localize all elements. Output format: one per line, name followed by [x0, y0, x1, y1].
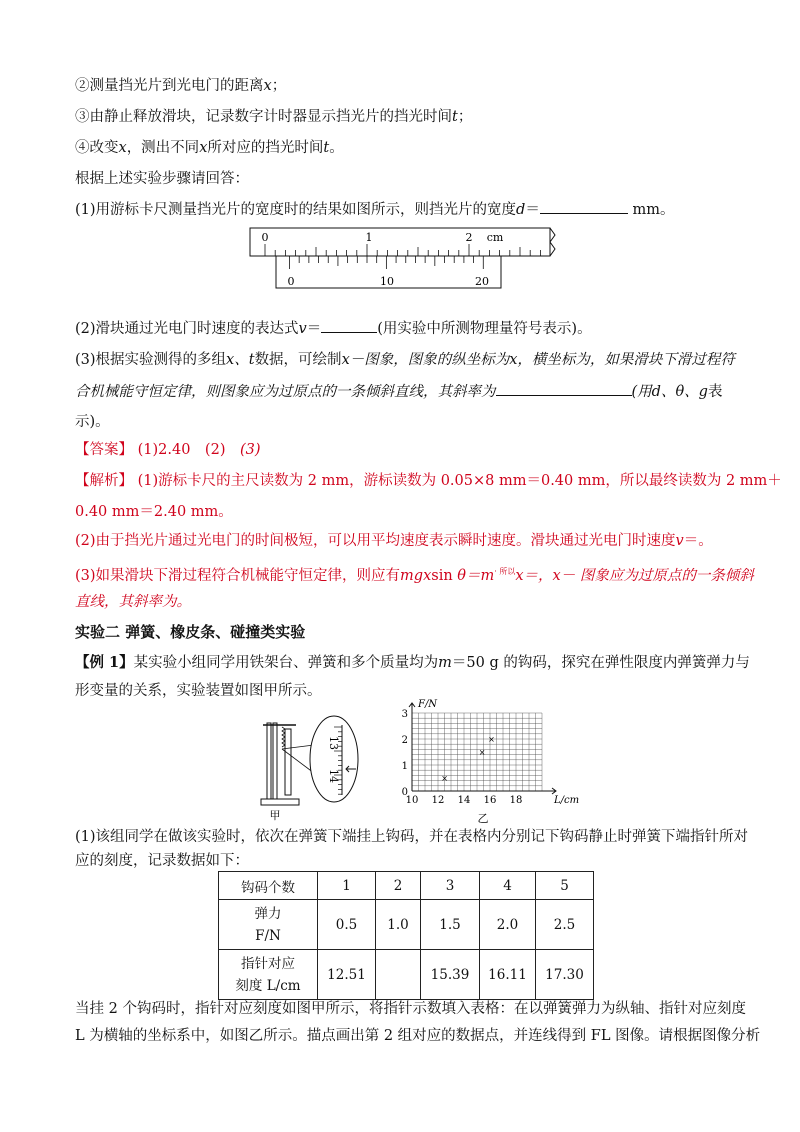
example-line-2: 形变量的关系，实验装置如图甲所示。	[75, 683, 322, 699]
analysis-line-5: 直线，其斜率为。	[75, 594, 191, 610]
table-cell: 5	[536, 872, 594, 900]
table-row	[219, 872, 594, 900]
question-3-line-2: 合机械能守恒定律，则图象应为过原点的一条倾斜直线，其斜率为 (用d、θ、g表	[75, 381, 722, 402]
y-tick-label: 0	[401, 787, 408, 798]
x-tick-label: 16	[483, 795, 497, 806]
table-cell: 1	[318, 872, 376, 900]
x-tick-label: 12	[431, 795, 445, 806]
figure-yi-chart	[392, 699, 580, 825]
figure-jia-label: 甲	[269, 809, 281, 822]
main-unit-label: cm	[486, 231, 504, 244]
table-cell: 4	[480, 872, 536, 900]
table-row	[219, 900, 594, 950]
y-tick-label: 3	[401, 709, 408, 720]
data-point: ×	[478, 748, 486, 757]
table-row	[219, 950, 594, 1000]
table-cell: 12.51	[318, 950, 376, 1000]
question-4-line-1: (1)该组同学在做该实验时，依次在弹簧下端挂上钩码，并在表格内分别记下钩码静止时弹簧下端指针所对	[75, 829, 749, 845]
x-tick-label: 18	[509, 795, 523, 806]
answer-blank-3	[496, 381, 632, 396]
table-cell-empty	[376, 950, 421, 1000]
intro-text: 根据上述实验步骤请回答：	[75, 171, 249, 187]
answer-blank-2	[321, 318, 377, 333]
main-label-2: 2	[465, 231, 473, 244]
analysis-line-3: (2)由于挡光片通过光电门的时间极短，可以用平均速度表示瞬时速度。滑块通过光电门时速度v＝。	[75, 533, 713, 549]
tail-line-1: 当挂 2 个钩码时，指针对应刻度如图甲所示，将指针示数填入表格：在以弹簧弹力为纵轴、指针对应刻度	[75, 1001, 746, 1017]
main-label-1: 1	[365, 231, 373, 244]
analysis-line-4: (3)如果滑块下滑过程符合机械能守恒定律，则应有mgxsin $\theta=m^{\cdot 所以}x=$，x－ 图象应为过原点的一条倾斜	[75, 567, 754, 584]
caliper-break-mark	[550, 228, 555, 256]
answer-label: 【答案】	[75, 442, 133, 458]
question-1: (1)用游标卡尺测量挡光片的宽度时的结果如图所示，则挡光片的宽度d＝ mm。	[75, 199, 674, 220]
table-cell: 1.5	[421, 900, 480, 950]
figure-yi-label: 乙	[477, 812, 489, 825]
scale-label-14: 14	[327, 769, 340, 783]
table-cell: 2	[376, 872, 421, 900]
tail-line-2: L 为横轴的坐标系中，如图乙所示。描点画出第 2 组对应的数据点，并连线得到 FL 图像。请根据图像分析	[75, 1028, 761, 1044]
table-cell: 2.5	[536, 900, 594, 950]
vernier-label-20: 20	[475, 275, 489, 288]
x-tick-label: 14	[457, 795, 471, 806]
table-cell: 弹力 F/N	[219, 900, 318, 950]
table-cell: 0.5	[318, 900, 376, 950]
data-point: ×	[441, 774, 448, 783]
step-3: ③由静止释放滑块，记录数字计时器显示挡光片的挡光时间t；	[75, 109, 473, 125]
main-label-0: 0	[261, 231, 269, 244]
question-3-line-1: (3)根据实验测得的多组x、t数据，可绘制x－图象，图象的纵坐标为x，横坐标为，如果滑块下滑过程符	[75, 352, 735, 368]
table-cell: 3	[421, 872, 480, 900]
stand-rod	[267, 723, 271, 799]
stand-base	[261, 799, 299, 805]
table-cell: 指针对应 刻度 L/cm	[219, 950, 318, 1000]
vernier-label-0: 0	[287, 275, 295, 288]
ruler	[285, 729, 291, 795]
x-axis-title: L/cm	[554, 795, 580, 806]
y-tick-label: 1	[401, 761, 408, 772]
magnifier-ellipse	[310, 716, 358, 802]
analysis-line-2: 0.40 mm＝2.40 mm。	[75, 504, 233, 520]
caliper-main-scale	[250, 228, 550, 256]
x-tick-label: 10	[405, 795, 419, 806]
table-cell: 1.0	[376, 900, 421, 950]
question-4-line-2: 应的刻度，记录数据如下：	[75, 853, 249, 869]
question-3-line-3: 示)。	[75, 414, 110, 430]
table-cell: 17.30	[536, 950, 594, 1000]
example-label: 【例 1】	[75, 654, 134, 671]
answer-blank-1	[540, 199, 628, 214]
section-title: 实验二 弹簧、橡皮条、碰撞类实验	[75, 623, 306, 641]
example-line-1: 【例 1】某实验小组同学用铁架台、弹簧和多个质量均为m＝50 g 的钩码，探究在弹性限度内弹簧弹力与	[75, 654, 750, 671]
step-2: ②测量挡光片到光电门的距离x；	[75, 78, 287, 94]
vernier-caliper-figure	[248, 226, 558, 290]
answer-line: 【答案】 (1)2.40 (2) (3)	[75, 442, 261, 458]
stand-rod-2	[273, 723, 277, 799]
question-2: (2)滑块通过光电门时速度的表达式v＝ (用实验中所测物理量符号表示)。	[75, 318, 592, 339]
analysis-line-1: 【解析】 (1)游标卡尺的主尺读数为 2 mm，游标读数为 0.05×8 mm＝0.40 mm，所以最终读数为 2 mm＋	[75, 473, 782, 489]
table-cell: 钩码个数	[219, 872, 318, 900]
scale-label-13: 13	[327, 736, 340, 750]
y-axis-title: F/N	[418, 699, 438, 710]
table-cell: 2.0	[480, 900, 536, 950]
figure-jia-apparatus	[258, 713, 368, 823]
table-cell: 15.39	[421, 950, 480, 1000]
analysis-label: 【解析】	[75, 473, 133, 489]
y-tick-label: 2	[401, 735, 408, 746]
data-table	[218, 871, 594, 1000]
table-cell: 16.11	[480, 950, 536, 1000]
step-4: ④改变x，测出不同x所对应的挡光时间t。	[75, 140, 344, 156]
data-point: ×	[488, 735, 495, 744]
vernier-label-10: 10	[380, 275, 394, 288]
